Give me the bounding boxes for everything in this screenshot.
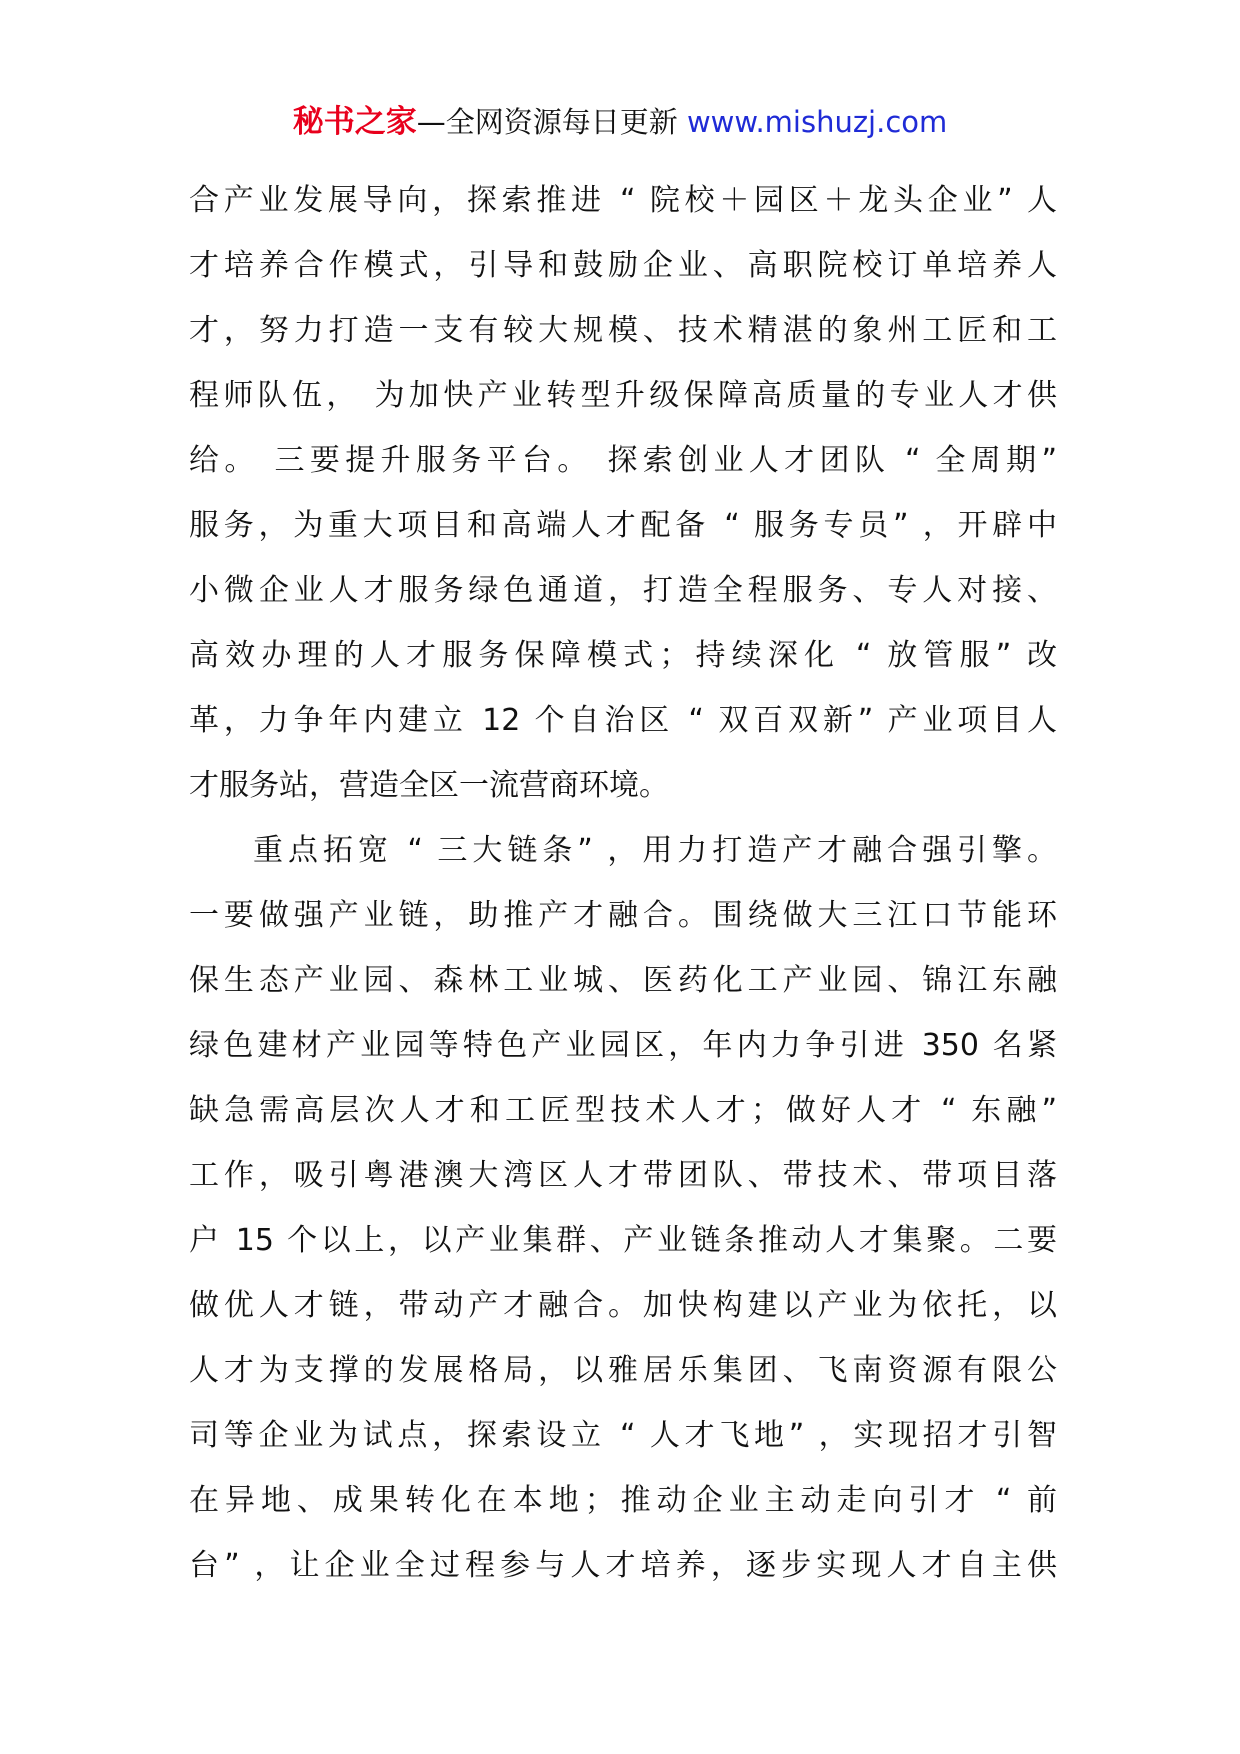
text-line: 司等企业为试点，探索设立 “ 人才飞地” ，实现招才引智 bbox=[189, 1418, 1057, 1453]
text-line: 人才为支撑的发展格局，以雅居乐集团、飞南资源有限公 bbox=[189, 1353, 1057, 1388]
text-line: 服务，为重大项目和高端人才配备 “ 服务专员” ，开辟中 bbox=[189, 508, 1057, 543]
brand-name: 秘书之家 bbox=[292, 104, 417, 140]
text-line: 程师队伍， 为加快产业转型升级保障高质量的专业人才供 bbox=[189, 378, 1057, 413]
text-line: 高效办理的人才服务保障模式；持续深化 “ 放管服” 改 bbox=[189, 638, 1057, 673]
text-line: 合产业发展导向，探索推进 “ 院校＋园区＋龙头企业” 人 bbox=[189, 183, 1057, 218]
text-line: 做优人才链，带动产才融合。加快构建以产业为依托，以 bbox=[189, 1288, 1057, 1323]
paragraph-first-line: 重点拓宽 “ 三大链条” ，用力打造产才融合强引擎。 bbox=[253, 833, 1057, 868]
header-tagline: —全网资源每日更新 bbox=[416, 105, 678, 139]
text-line: 工作，吸引粤港澳大湾区人才带团队、带技术、带项目落 bbox=[189, 1158, 1057, 1193]
text-line: 一要做强产业链，助推产才融合。围绕做大三江口节能环 bbox=[189, 898, 1057, 933]
document-body bbox=[189, 168, 1057, 1598]
text-line: 缺急需高层次人才和工匠型技术人才；做好人才 “ 东融” bbox=[189, 1093, 1057, 1128]
site-url-link[interactable]: www.mishuzj.com bbox=[686, 105, 948, 139]
text-line: 台” ，让企业全过程参与人才培养，逐步实现人才自主供 bbox=[189, 1548, 1057, 1583]
text-line: 才服务站，营造全区一流营商环境。 bbox=[189, 768, 669, 803]
text-line: 革，力争年内建立 12 个自治区 “ 双百双新” 产业项目人 bbox=[189, 703, 1057, 738]
text-line: 在异地、成果转化在本地；推动企业主动走向引才 “ 前 bbox=[189, 1483, 1057, 1518]
text-line: 户 15 个以上，以产业集群、产业链条推动人才集聚。二要 bbox=[189, 1223, 1057, 1258]
site-header bbox=[0, 102, 1240, 142]
text-line: 才培养合作模式，引导和鼓励企业、高职院校订单培养人 bbox=[189, 248, 1057, 283]
text-line: 小微企业人才服务绿色通道，打造全程服务、专人对接、 bbox=[189, 573, 1057, 608]
text-line: 保生态产业园、森林工业城、医药化工产业园、锦江东融 bbox=[189, 963, 1057, 998]
text-line: 绿色建材产业园等特色产业园区，年内力争引进 350 名紧 bbox=[189, 1028, 1057, 1063]
text-line: 给。 三要提升服务平台。 探索创业人才团队 “ 全周期” bbox=[189, 443, 1057, 478]
text-line: 才，努力打造一支有较大规模、技术精湛的象州工匠和工 bbox=[189, 313, 1057, 348]
